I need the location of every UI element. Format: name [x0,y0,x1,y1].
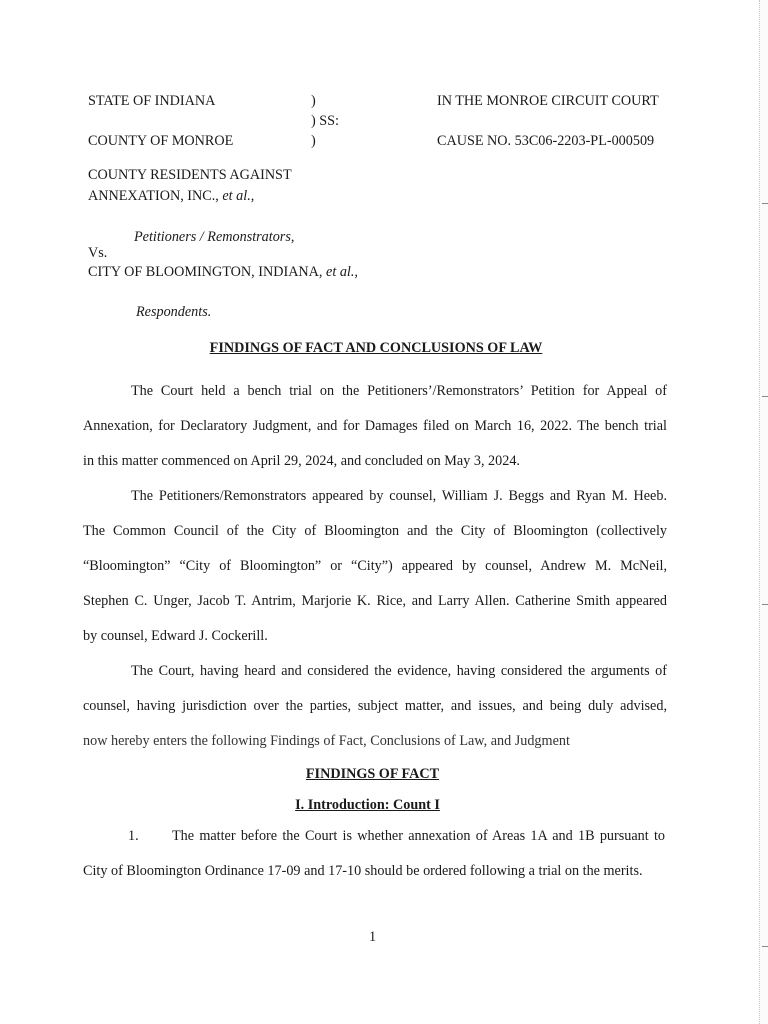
petitioner-name-line1: COUNTY RESIDENTS AGAINST [88,167,292,183]
caption-county: COUNTY OF MONROE [88,133,234,149]
paragraph-line: The Petitioners/Remonstrators appeared by counsel, William J. Beggs and Ryan M. Heeb. [131,488,667,504]
respondent-name: CITY OF BLOOMINGTON, INDIANA, et al., [88,264,358,280]
paragraph-line: counsel, having jurisdiction over the parties, subject matter, and issues, and being duly advised, [83,698,667,714]
paragraph-line: The Court held a bench trial on the Petitioners’/Remonstrators’ Petition for Appeal of [131,383,667,399]
paragraph-line: The Common Council of the City of Bloomington and the City of Bloomington (collectively [83,523,667,539]
item-text-line: City of Bloomington Ordinance 17-09 and 17-10 should be ordered following a trial on the merits. [83,863,643,879]
paragraph-line: by counsel, Edward J. Cockerill. [83,628,268,644]
versus: Vs. [88,245,108,261]
edge-mark [762,946,768,947]
cause-number: CAUSE NO. 53C06-2203-PL-000509 [437,133,655,149]
paragraph-line: Annexation, for Declaratory Judgment, and for Damages filed on March 16, 2022. The bench trial [83,418,667,434]
court-name: IN THE MONROE CIRCUIT COURT [437,93,659,109]
petitioner-role: Petitioners / Remonstrators, [134,229,295,245]
paragraph-line: in this matter commenced on April 29, 2024, and concluded on May 3, 2024. [83,453,520,469]
document-title: FINDINGS OF FACT AND CONCLUSIONS OF LAW [209,340,543,356]
subsection-heading: I. Introduction: Count I [295,797,440,813]
edge-mark [762,203,768,204]
edge-mark [762,604,768,605]
paragraph-line: The Court, having heard and considered the evidence, having considered the arguments of [131,663,667,679]
caption-state: STATE OF INDIANA [88,93,216,109]
caption-paren: ) [311,133,316,149]
caption-ss: ) SS: [311,113,339,129]
section-heading: FINDINGS OF FACT [305,766,440,782]
page-edge [759,0,768,1024]
paragraph-line: Stephen C. Unger, Jacob T. Antrim, Marjorie K. Rice, and Larry Allen. Catherine Smith appeared [83,593,667,609]
item-text-line: The matter before the Court is whether annexation of Areas 1A and 1B pursuant to [172,828,665,844]
paragraph-line: now hereby enters the following Findings of Fact, Conclusions of Law, and Judgment [83,733,570,749]
respondent-role: Respondents. [136,304,212,320]
edge-mark [762,396,768,397]
petitioner-name-line2: ANNEXATION, INC., et al., [88,188,255,204]
page-number: 1 [368,929,377,945]
caption-paren: ) [311,93,316,109]
paragraph-line: “Bloomington” “City of Bloomington” or “City”) appeared by counsel, Andrew M. McNeil, [83,558,667,574]
item-number: 1. [128,828,139,844]
